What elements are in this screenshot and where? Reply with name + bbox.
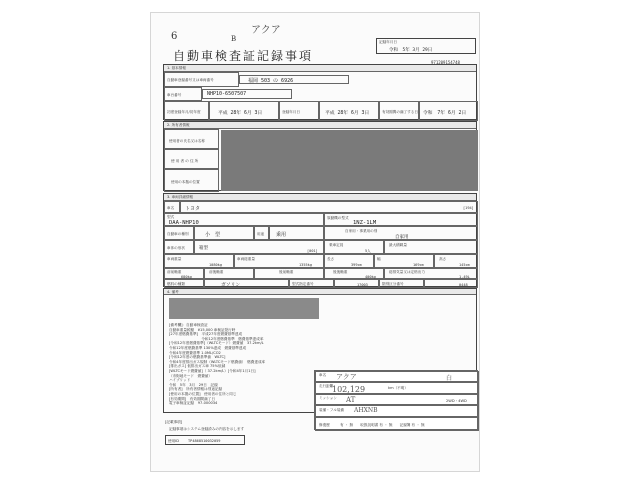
vin-label: 車台番号	[167, 93, 182, 97]
use-value: 乗用	[276, 232, 287, 238]
inspection-certificate-sheet	[150, 12, 480, 472]
note-equipment-value: AHXNB	[354, 407, 378, 414]
section-owner-header: 2. 所有者情報	[167, 123, 190, 127]
weight-label: 車両重量	[167, 257, 182, 261]
owner-redaction	[221, 130, 478, 191]
expiry-label: 有効期間の満了する日	[382, 110, 418, 114]
class-label: 自動車の種別	[167, 232, 189, 236]
handwritten-top-note: アクア	[251, 25, 281, 36]
displacement-value: 1.49L	[459, 275, 470, 279]
remark-line: [令和12年度燃費基準]（WLTCモード）燃費値 37.2km/L	[169, 341, 264, 346]
height-label: 高さ	[439, 257, 447, 261]
remark-line: [排出ガス] 低排出ガス車 75%低減	[169, 364, 226, 369]
note-drive-value: 2WD・4WD	[446, 399, 467, 403]
maker-code: [194]	[463, 206, 474, 210]
handwritten-mark: B	[231, 35, 237, 43]
remark-line: 令和12年度燃費基準 燃費基準達成率	[169, 336, 264, 341]
remarks-redaction	[169, 298, 319, 319]
section-owner-info	[163, 121, 477, 191]
footer-id-label: 使用ID	[168, 439, 180, 443]
remark-line: [27年度燃費基準] 平成27年度燃費基準達成	[169, 332, 243, 337]
note-equipment-label: 装備・フル装備	[319, 408, 345, 412]
note-brand-value: アクア	[336, 373, 357, 381]
model-value: DAA-NHP10	[169, 220, 199, 226]
rear-rear-axle-value: 400kg	[365, 275, 376, 279]
serial-number: 971209154748	[431, 60, 460, 65]
commercial-value: 自家用	[395, 235, 409, 240]
engine-label: 原動機の型式	[327, 216, 349, 220]
section-vehicle-details	[163, 193, 477, 287]
capacity-label: 乗車定員	[329, 243, 344, 247]
gross-weight-value: 1355kg	[299, 263, 312, 267]
front-rear-axle-label: 前後軸重	[209, 270, 224, 274]
footer-note: 記録事項はシステム登録済みの内容を示します	[169, 427, 245, 431]
remark-line: 令和4年度排出ガス規制（WLTCモード燃費値） 燃費達成率	[169, 359, 266, 364]
user-address-label: 使 用 者 の 住 所	[171, 159, 199, 163]
issue-date-value: 令和 5年 3月 29日	[389, 48, 433, 53]
footer-id-value: TP4868510032059	[188, 439, 221, 443]
rear-rear-axle-label: 後後軸重	[333, 270, 348, 274]
body-value: 箱型	[199, 246, 208, 251]
note-brand-label: 車名	[319, 373, 327, 377]
remark-line: 電子車検証記録 97-000034	[169, 401, 218, 406]
remark-line: [所有者] 所有者情報は別途記録	[169, 387, 223, 392]
issue-date-label: 記録年月日	[379, 40, 397, 44]
footer-id-box	[165, 435, 245, 445]
dealer-note-box	[314, 370, 478, 430]
rear-front-axle-label: 後前軸重	[279, 270, 294, 274]
vin-value: NHP10-6507507	[207, 91, 247, 97]
document-title: 自動車検査証記録事項	[173, 49, 314, 63]
note-mileage-label: 走行距離	[319, 384, 334, 388]
remark-line: [備考欄]：自動車検査証	[169, 323, 208, 327]
handwritten-page-number: 6	[171, 31, 178, 42]
model-label: 型式	[167, 215, 175, 219]
type-number-value: 17003	[357, 283, 368, 287]
remarks-list	[169, 323, 329, 406]
max-load-label: 最大積載量	[389, 243, 407, 247]
category-label: 類別区分番号	[382, 282, 404, 286]
fuel-value: ガソリン	[221, 283, 241, 288]
engine-value: 1NZ-1LM	[353, 220, 377, 226]
note-extra-options: 有 ・ 無 取扱説明書 有 ・ 無 記録簿 有 ・ 無	[340, 423, 425, 427]
reg-value: 福岡 503 の 6926	[248, 78, 294, 84]
note-extra-label: 修復歴	[319, 423, 330, 427]
issue-label: 登録年月日	[282, 110, 300, 114]
issue-date-box	[376, 38, 476, 54]
remark-line: [使用の本拠の位置] 使用者の住所と同じ	[169, 391, 237, 396]
first-reg-value: 平成 28年 6月 3日	[218, 111, 263, 116]
body-label: 車体の形状	[167, 246, 185, 250]
remark-line: ハイブリッド	[169, 378, 191, 383]
section-basic-info	[163, 64, 477, 120]
remark-line: [有効期間] 有効期間満了日	[169, 396, 215, 401]
use-label: 用途	[257, 232, 265, 236]
note-mileage-value: 102,129	[332, 385, 366, 394]
front-axle-label: 前前軸重	[167, 270, 182, 274]
weight-value: 1080kg	[209, 263, 222, 267]
remark-line: 自動車重量税額 ¥15,000 車検証発行時	[169, 327, 236, 332]
remark-line: 令和 5年 3月 29日 記録	[169, 382, 218, 387]
first-reg-label: 初度登録年月/初年度	[167, 110, 201, 114]
footer-header: [記載事項]	[165, 420, 183, 424]
width-label: 幅	[377, 257, 381, 261]
owner-label: 使用者の氏名又は名称	[169, 139, 205, 143]
capacity-value: 5人	[365, 249, 371, 253]
remark-line: 令和12年度燃費基準 130%達成 燃費基準達成	[169, 345, 247, 350]
note-mission-value: AT	[346, 396, 356, 404]
fuel-label: 燃料の種類	[167, 282, 185, 286]
section-vehicle-header: 3. 車両詳細情報	[167, 195, 194, 199]
length-label: 長さ	[327, 257, 335, 261]
remark-line: [WLTCモード燃費値]（ 37.2km/L）[令和4年1月1日]	[169, 368, 256, 373]
remark-line: （市街地モード 燃費値）	[169, 373, 212, 378]
class-value: 小 型	[205, 232, 221, 238]
maker-value: トヨタ	[185, 206, 201, 212]
reg-label: 自動車登録番号又は車両番号	[167, 78, 214, 82]
note-mission-label: ミッション	[319, 396, 337, 400]
length-value: 399cm	[351, 263, 362, 267]
note-mileage-unit: km（不明）	[388, 386, 408, 390]
displacement-label: 総排気量又は定格出力	[389, 270, 425, 274]
section-basic-header: 1. 基本情報	[167, 66, 186, 70]
front-axle-value: 680kg	[181, 275, 192, 279]
category-value: 0448	[459, 283, 468, 287]
section-remarks-header: 4. 備考	[167, 290, 179, 294]
width-value: 169cm	[413, 263, 424, 267]
note-color-value: 白	[446, 375, 453, 382]
remark-line: [令和12年度の燃費基準値 WLTC]	[169, 355, 226, 360]
maker-label: 車名	[167, 206, 175, 210]
commercial-label: 自家用・事業用の別	[345, 229, 378, 233]
remark-line: 令和4年度燃費基準 1.0ML/CO2	[169, 350, 221, 355]
gross-weight-label: 車両総重量	[237, 257, 255, 261]
height-value: 145cm	[459, 263, 470, 267]
body-code: [001]	[307, 249, 318, 253]
base-location-label: 使用の本拠の位置	[171, 180, 200, 184]
type-number-label: 型式指定番号	[292, 282, 314, 286]
expiry-value: 令和 7年 6月 2日	[423, 111, 467, 116]
issue-value: 平成 28年 6月 3日	[325, 111, 370, 116]
